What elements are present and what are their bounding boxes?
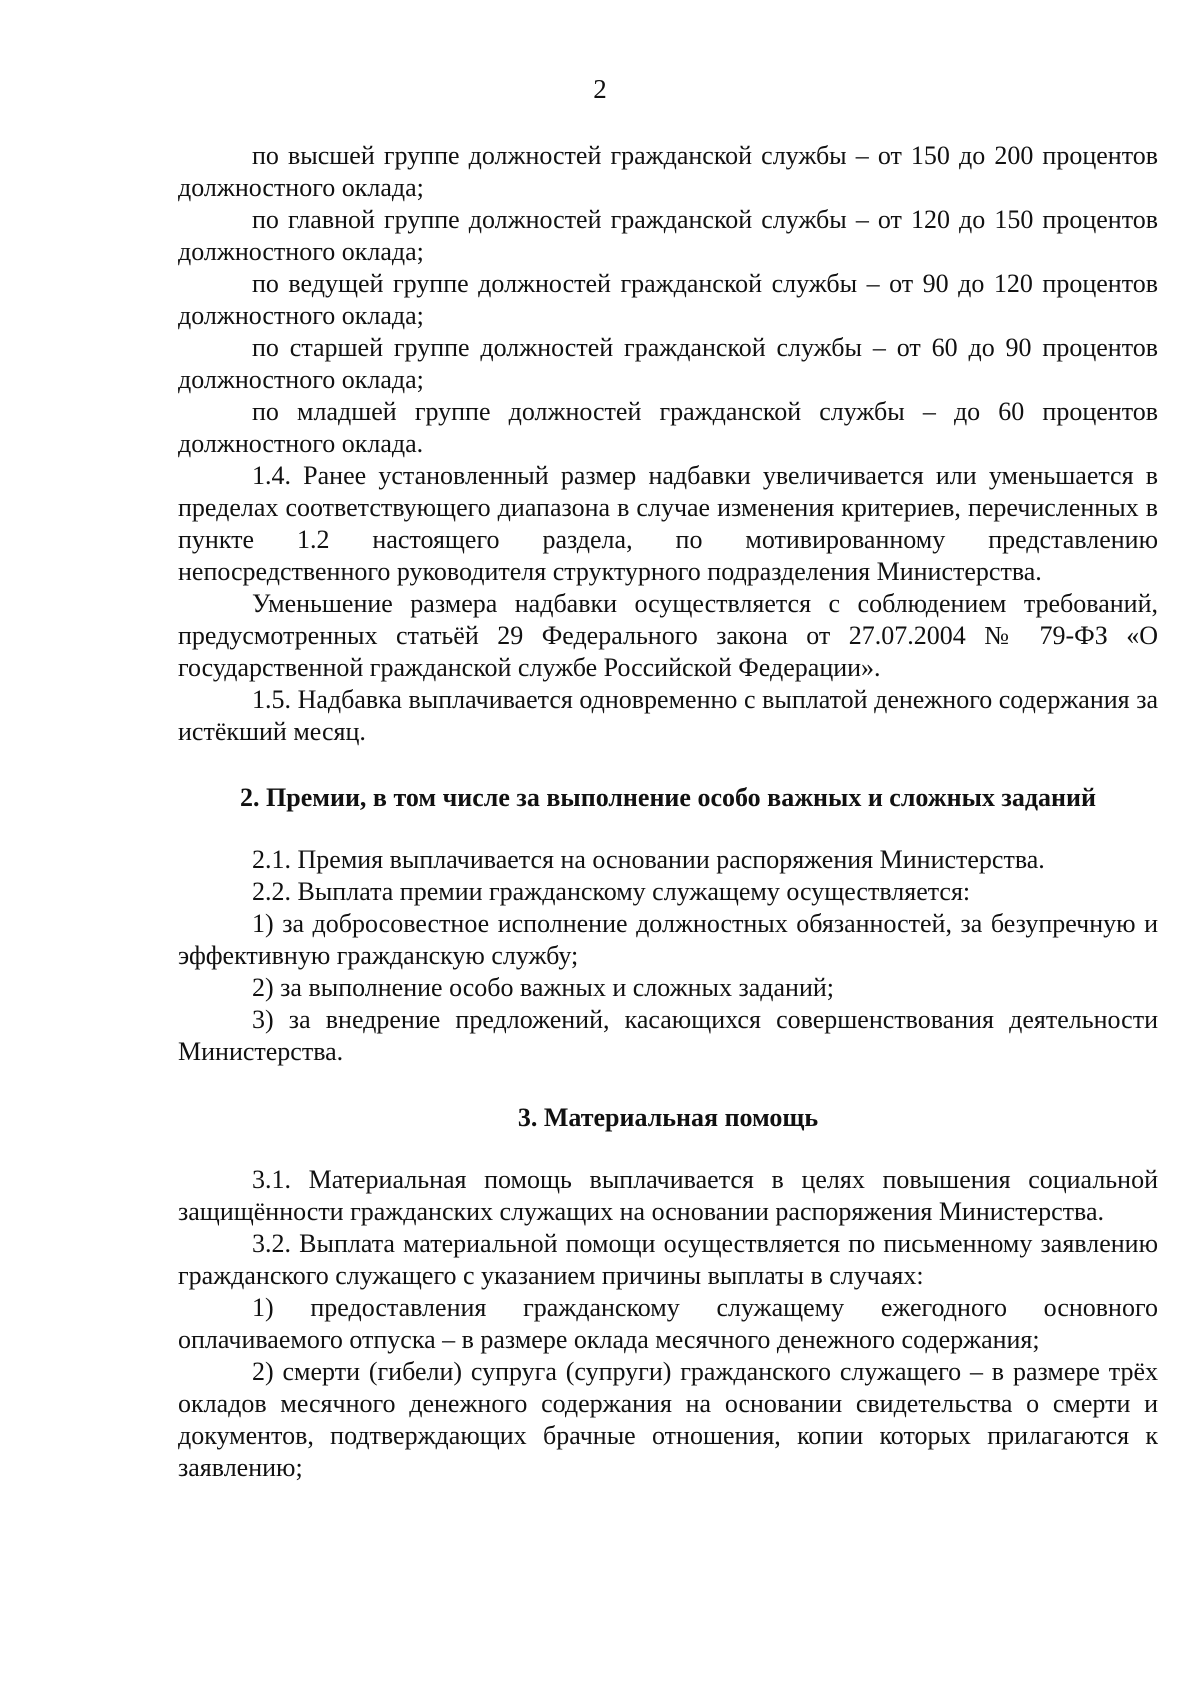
paragraph-reduction: Уменьшение размера надбавки осуществляется с соблюдением требований, предусмотренных статьёй 29 Федерального закона от 27.07.2004 № 79-ФЗ «О государственной гражданской службе Российской Федерации».: [178, 589, 1158, 682]
paragraph-main-group: по главной группе должностей гражданской службы – от 120 до 150 процентов должностного оклада;: [178, 205, 1158, 266]
paragraph-1-4: 1.4. Ранее установленный размер надбавки увеличивается или уменьшается в пределах соответствующего диапазона в случае изменения критериев, перечисленных в пункте 1.2 настоящего раздела, по мотивированному представлению непосредственного руководителя структурного подразделения Министерства.: [178, 461, 1158, 586]
list-item-2-2-3: 3) за внедрение предложений, касающихся совершенствования деятельности Министерства.: [178, 1005, 1158, 1066]
paragraph-junior-group: по младшей группе должностей гражданской службы – до 60 процентов должностного оклада.: [178, 397, 1158, 458]
paragraph-3-2: 3.2. Выплата материальной помощи осуществляется по письменному заявлению гражданского служащего с указанием причины выплаты в случаях:: [178, 1229, 1158, 1290]
list-item-2-2-1: 1) за добросовестное исполнение должностных обязанностей, за безупречную и эффективную гражданскую службу;: [178, 909, 1158, 970]
page-number: 2: [593, 74, 607, 104]
spacer: [178, 1068, 1158, 1102]
paragraph-3-1: 3.1. Материальная помощь выплачивается в целях повышения социальной защищённости гражданских служащих на основании распоряжения Министерства.: [178, 1165, 1158, 1226]
paragraph-highest-group: по высшей группе должностей гражданской службы – от 150 до 200 процентов должностного оклада;: [178, 141, 1158, 202]
spacer: [178, 748, 1158, 782]
document-body: [178, 140, 1158, 1484]
section-heading-2: 2. Премии, в том числе за выполнение особо важных и сложных заданий: [240, 783, 1096, 812]
paragraph-leading-group: по ведущей группе должностей гражданской службы – от 90 до 120 процентов должностного оклада;: [178, 269, 1158, 330]
paragraph-2-2: 2.2. Выплата премии гражданскому служащему осуществляется:: [252, 877, 971, 906]
paragraph-1-5: 1.5. Надбавка выплачивается одновременно с выплатой денежного содержания за истёкший месяц.: [178, 685, 1158, 746]
paragraph-senior-group: по старшей группе должностей гражданской службы – от 60 до 90 процентов должностного оклада;: [178, 333, 1158, 394]
paragraph-2-1: 2.1. Премия выплачивается на основании распоряжения Министерства.: [252, 845, 1045, 874]
list-item-3-2-1: 1) предоставления гражданскому служащему ежегодного основного оплачиваемого отпуска – в размере оклада месячного денежного содержания;: [178, 1293, 1158, 1354]
spacer: [178, 1134, 1158, 1164]
spacer: [178, 814, 1158, 844]
list-item-3-2-2: 2) смерти (гибели) супруга (супруги) гражданского служащего – в размере трёх окладов месячного денежного содержания на основании свидетельства о смерти и документов, подтверждающих брачные отношения, копии которых прилагаются к заявлению;: [178, 1357, 1158, 1482]
list-item-2-2-2: 2) за выполнение особо важных и сложных заданий;: [252, 973, 834, 1002]
section-heading-3: 3. Материальная помощь: [517, 1103, 819, 1132]
